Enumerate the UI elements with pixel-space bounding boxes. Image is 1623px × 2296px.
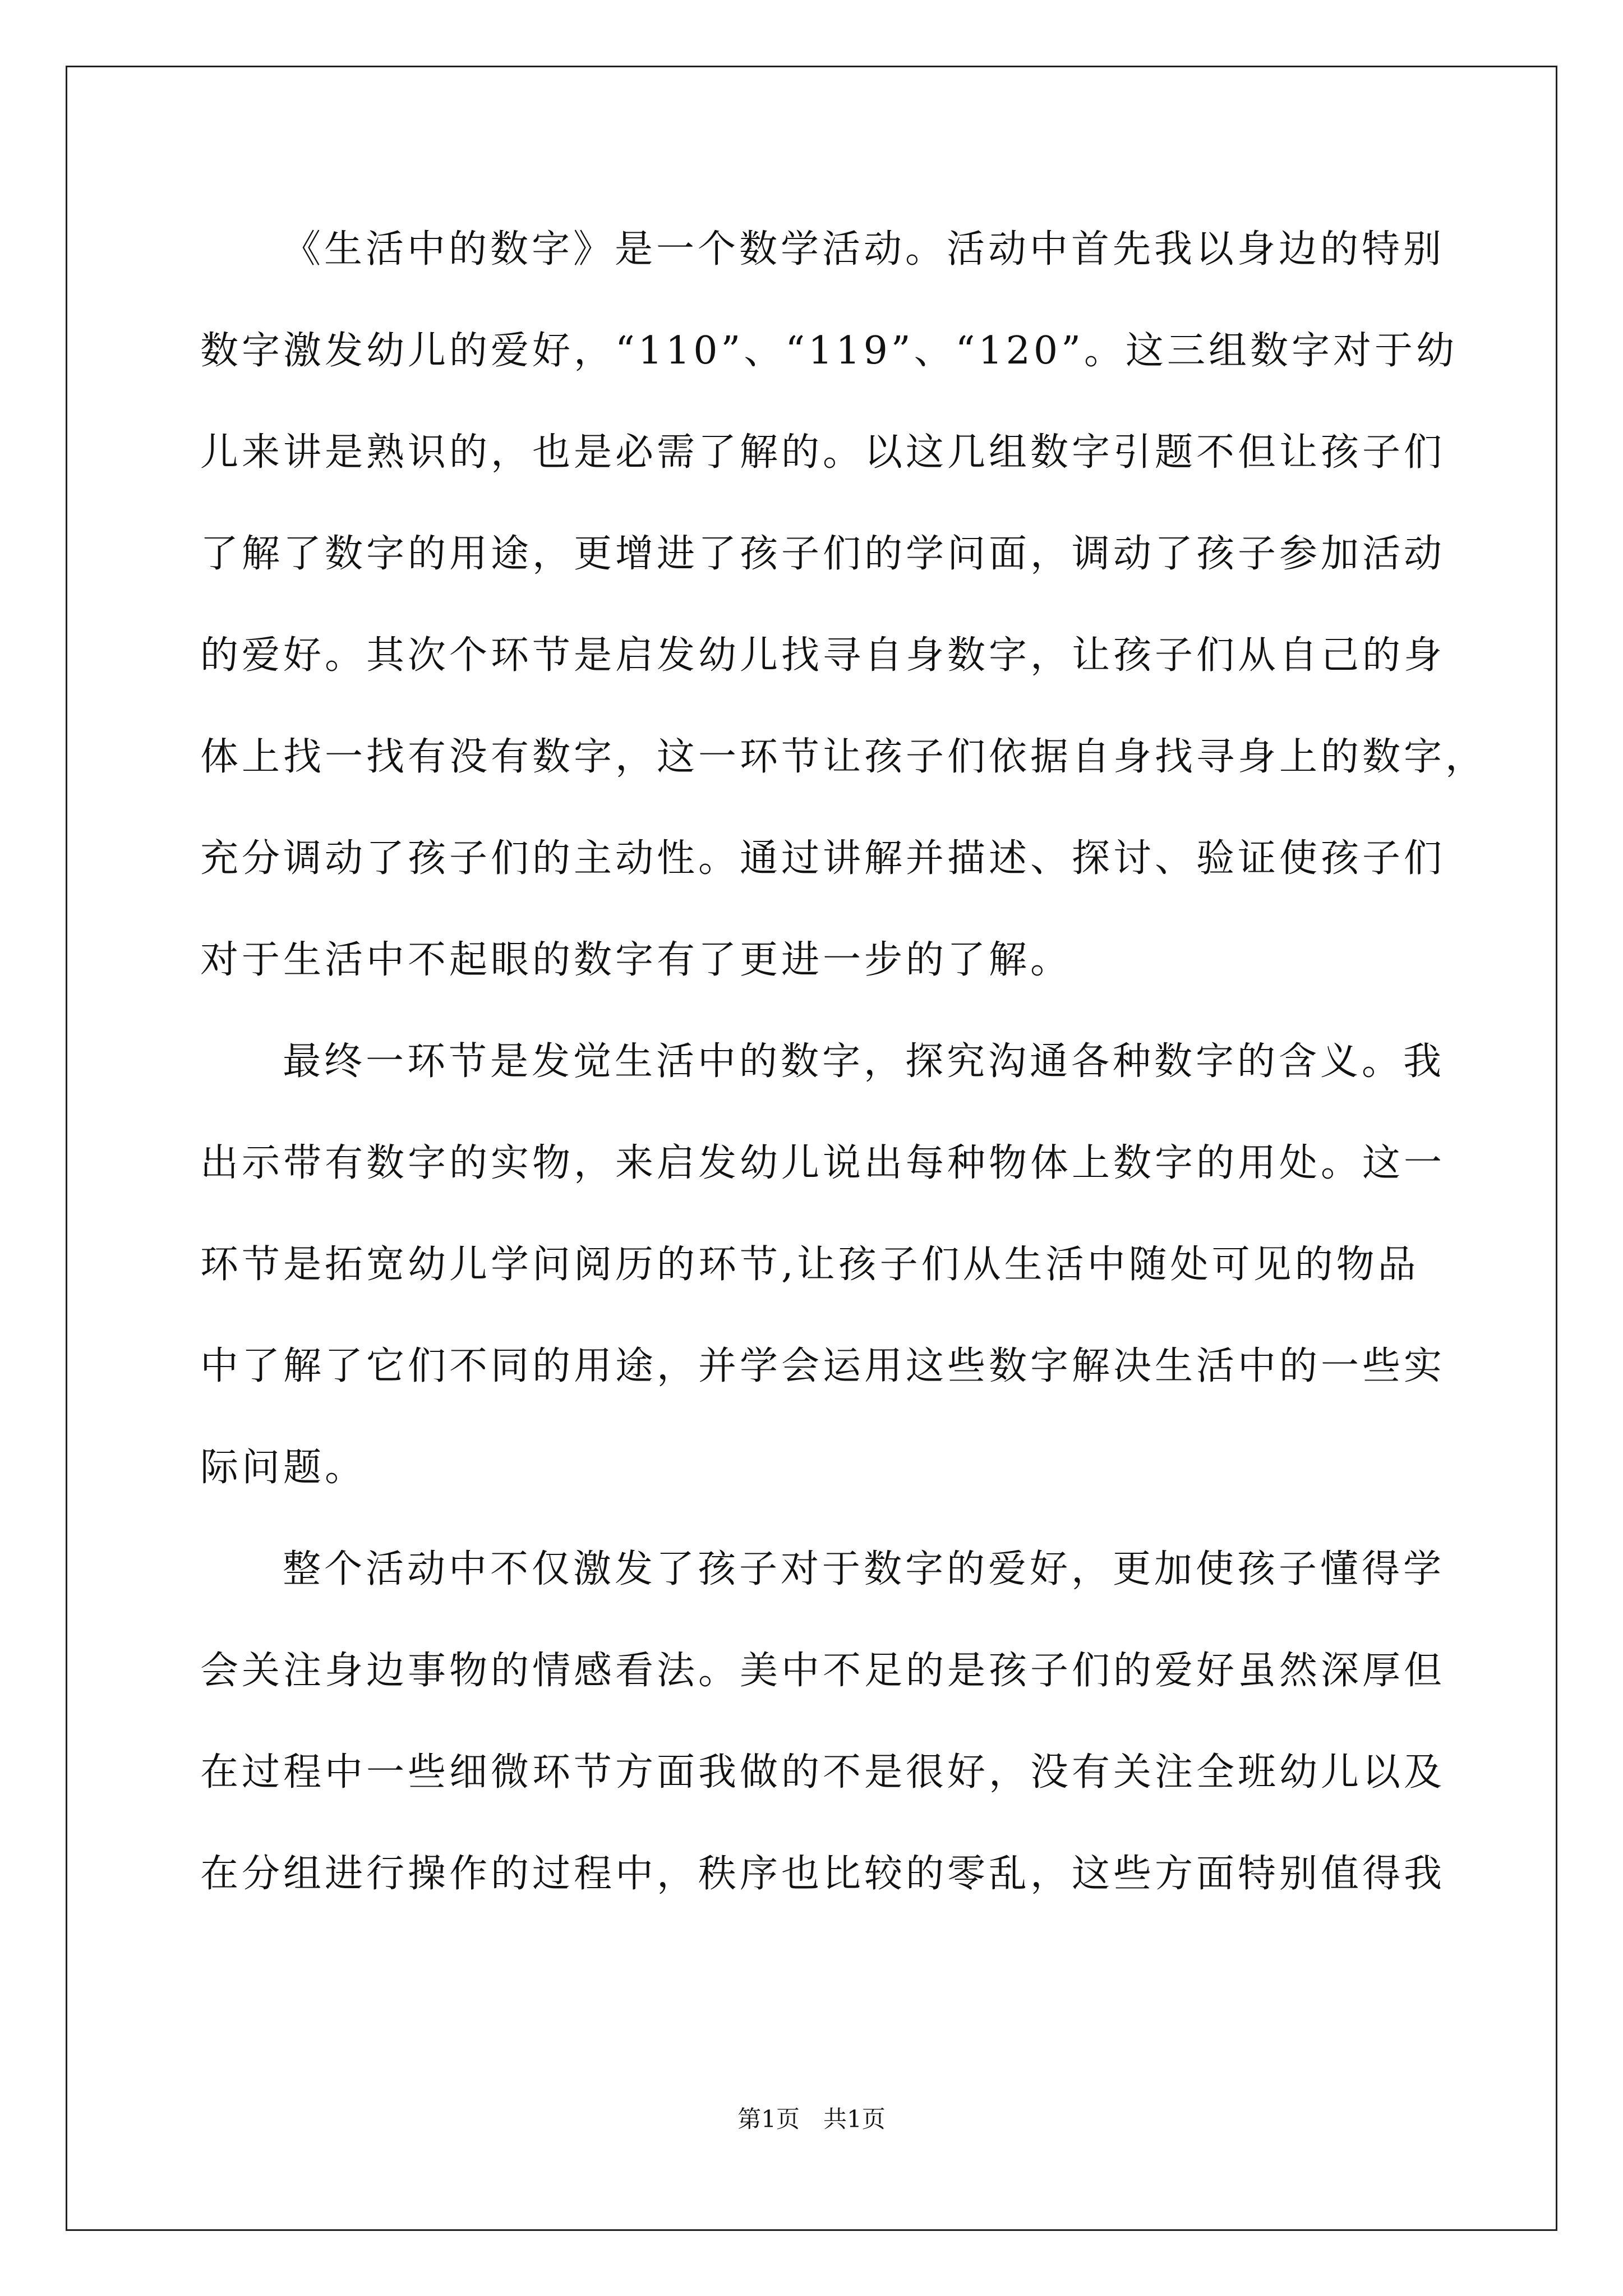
- page-footer: [0, 2102, 1623, 2136]
- document-body: [200, 199, 1487, 1925]
- paragraph-line: 了解了数字的用途，更增进了孩子们的学问面，调动了孩子参加活动: [200, 532, 1446, 576]
- paragraph-line: 出示带有数字的实物，来启发幼儿说出每种物体上数字的用处。这一: [200, 1141, 1446, 1185]
- paragraph-line: 的爱好。其次个环节是启发幼儿找寻自身数字，让孩子们从自己的身: [200, 633, 1446, 678]
- paragraph-line: 在分组进行操作的过程中，秩序也比较的零乱，这些方面特别值得我: [200, 1852, 1446, 1896]
- paragraph-2: [200, 1011, 1446, 1519]
- paragraph-line: 体上找一找有没有数字，这一环节让孩子们依据自身找寻身上的数字，: [200, 735, 1487, 779]
- paragraph-1: [200, 199, 1487, 1011]
- paragraph-line: 对于生活中不起眼的数字有了更进一步的了解。: [200, 938, 1072, 982]
- paragraph-line: 际问题。: [200, 1446, 367, 1490]
- paragraph-line: 《生活中的数字》是一个数学活动。活动中首先我以身边的特别: [283, 227, 1445, 272]
- paragraph-line: 整个活动中不仅激发了孩子对于数字的爱好，更加使孩子懂得学: [283, 1547, 1445, 1591]
- paragraph-line: 数字激发幼儿的爱好，“110”、“119”、“120”。这三组数字对于幼: [200, 329, 1458, 373]
- page-number: 第1页: [737, 2105, 800, 2133]
- page-total: 共1页: [823, 2105, 886, 2133]
- paragraph-line: 最终一环节是发觉生活中的数字，探究沟通各种数字的含义。我: [283, 1039, 1445, 1084]
- paragraph-line: 充分调动了孩子们的主动性。通过讲解并描述、探讨、验证使孩子们: [200, 836, 1446, 881]
- paragraph-line: 儿来讲是熟识的，也是必需了解的。以这几组数字引题不但让孩子们: [200, 430, 1446, 475]
- paragraph-line: 环节是拓宽幼儿学问阅历的环节,让孩子们从生活中随处可见的物品: [200, 1243, 1419, 1287]
- paragraph-line: 会关注身边事物的情感看法。美中不足的是孩子们的爱好虽然深厚但: [200, 1649, 1446, 1693]
- paragraph-line: 在过程中一些细微环节方面我做的不是很好，没有关注全班幼儿以及: [200, 1750, 1446, 1795]
- paragraph-line: 中了解了它们不同的用途，并学会运用这些数字解决生活中的一些实: [200, 1344, 1446, 1388]
- paragraph-3: [200, 1519, 1446, 1925]
